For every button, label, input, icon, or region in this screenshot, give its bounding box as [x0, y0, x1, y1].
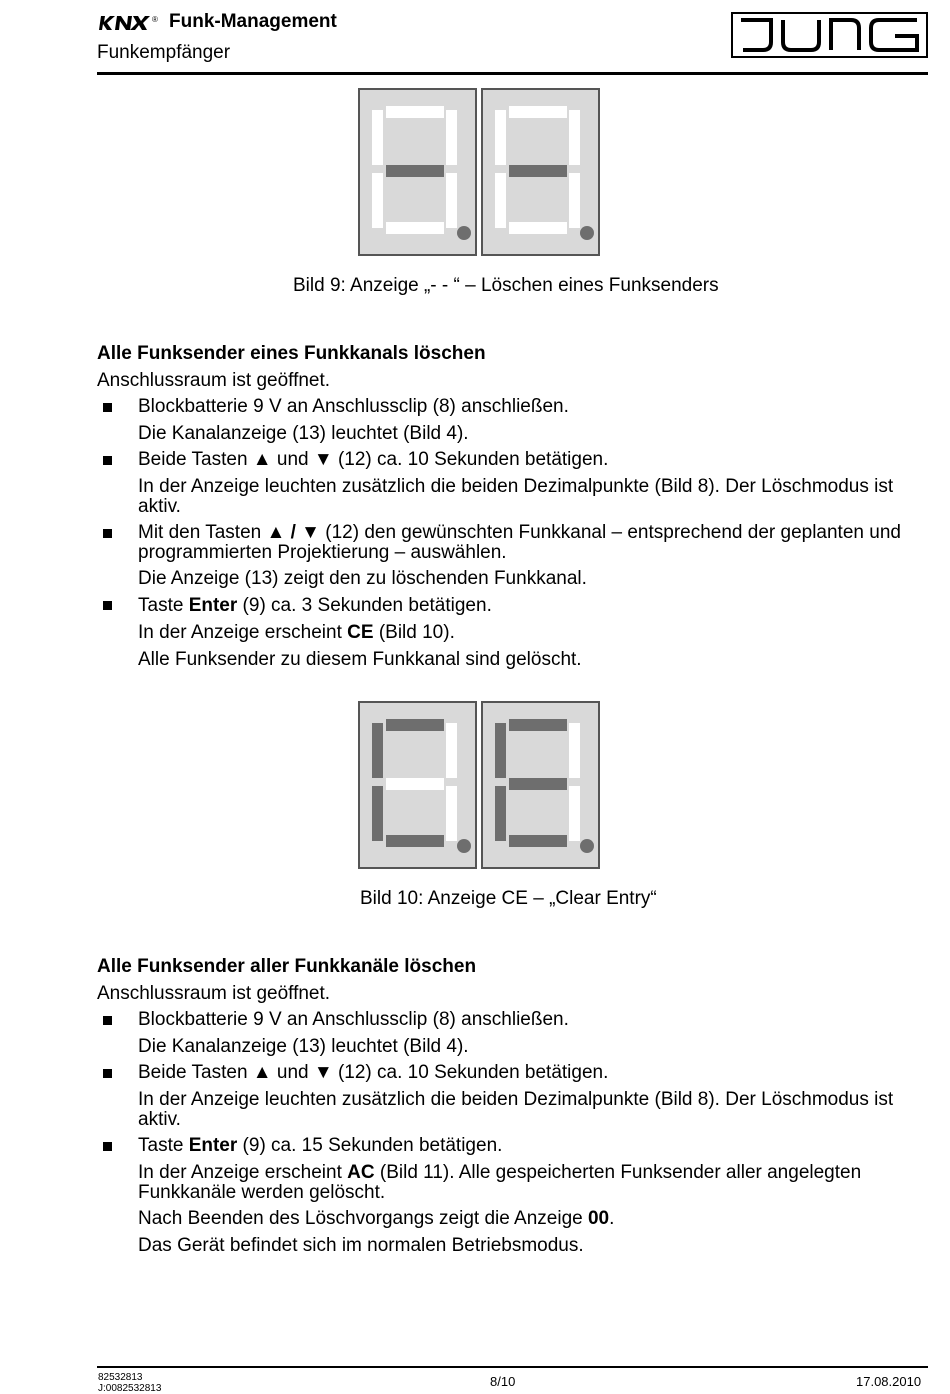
square-bullet-icon: [103, 529, 112, 538]
triangle-up-icon: ▲: [252, 449, 272, 470]
s2-bullet-1-line-2: Die Kanalanzeige (13) leuchtet (Bild 4).: [138, 1036, 469, 1057]
s2-bullet-2-line-2: In der Anzeige leuchten zusätzlich die beiden Dezimalpunkte (Bild 8). Der Löschmodus ist: [138, 1089, 894, 1110]
triangle-up-icon: ▲: [266, 522, 286, 543]
footer-page-number: 8/10: [490, 1374, 516, 1389]
triangle-down-icon: ▼: [313, 449, 333, 470]
s2-bullet-3-line-4: Nach Beenden des Löschvorgangs zeigt die Anzeige 00.: [138, 1208, 615, 1229]
section-2-intro: Anschlussraum ist geöffnet.: [97, 983, 331, 1004]
triangle-down-icon: ▼: [313, 1062, 333, 1083]
header-rule: [97, 72, 928, 75]
digit-1-c: [359, 702, 476, 868]
footer-rule: [97, 1366, 928, 1368]
s2-bullet-3-line-1: Taste Enter (9) ca. 15 Sekunden betätigen.: [138, 1135, 503, 1156]
s2-bullet-3-line-5: Das Gerät befindet sich im normalen Betriebsmodus.: [138, 1235, 584, 1256]
s1-bullet-2-line-2: In der Anzeige leuchten zusätzlich die beiden Dezimalpunkte (Bild 8). Der Löschmodus ist: [138, 476, 894, 497]
figure-10-caption: Bild 10: Anzeige CE – „Clear Entry“: [360, 888, 657, 909]
s1-bullet-3-line-2: programmierten Projektierung – auswählen.: [138, 542, 507, 563]
s2-bullet-2-line-3: aktiv.: [138, 1109, 181, 1130]
digit-1-dash: [359, 89, 476, 255]
s1-bullet-4-line-2: In der Anzeige erscheint CE (Bild 10).: [138, 622, 455, 643]
triangle-down-icon: ▼: [301, 522, 320, 543]
svg-text:®: ®: [152, 15, 158, 24]
s2-bullet-2-line-1: Beide Tasten ▲ und ▼ (12) ca. 10 Sekunden betätigen.: [138, 1062, 609, 1083]
footer-document-number: J:0082532813: [98, 1383, 162, 1394]
square-bullet-icon: [103, 456, 112, 465]
s1-bullet-4-line-1: Taste Enter (9) ca. 3 Sekunden betätigen.: [138, 595, 492, 616]
figure-9-caption: Bild 9: Anzeige „- - “ – Löschen eines Funksenders: [293, 275, 719, 296]
s1-bullet-2-line-3: aktiv.: [138, 496, 181, 517]
s2-bullet-1-line-1: Blockbatterie 9 V an Anschlussclip (8) anschließen.: [138, 1009, 569, 1030]
section-1-intro: Anschlussraum ist geöffnet.: [97, 370, 331, 391]
square-bullet-icon: [103, 1069, 112, 1078]
square-bullet-icon: [103, 1142, 112, 1151]
section-1-heading: Alle Funksender eines Funkkanals löschen: [97, 343, 486, 364]
display-figure-10: [358, 701, 600, 874]
display-figure-9: [358, 88, 600, 261]
square-bullet-icon: [103, 403, 112, 412]
square-bullet-icon: [103, 601, 112, 610]
s1-bullet-3-line-3: Die Anzeige (13) zeigt den zu löschenden Funkkanal.: [138, 568, 587, 589]
digit-2-e: [482, 702, 599, 868]
section-2-heading: Alle Funksender aller Funkkanäle löschen: [97, 956, 477, 977]
footer-article-number: 82532813: [98, 1372, 143, 1383]
document-subtitle: Funkempfänger: [97, 42, 231, 63]
triangle-up-icon: ▲: [252, 1062, 272, 1083]
s1-bullet-2-line-1: Beide Tasten ▲ und ▼ (12) ca. 10 Sekunden betätigen.: [138, 449, 609, 470]
s2-bullet-3-line-2: In der Anzeige erscheint AC (Bild 11). Alle gespeicherten Funksender aller angelegten: [138, 1162, 862, 1183]
s1-bullet-3-line-1: Mit den Tasten ▲ / ▼ (12) den gewünschten Funkkanal – entsprechend der geplanten und: [138, 522, 901, 543]
digit-2-dash: [482, 89, 599, 255]
s1-bullet-1-line-1: Blockbatterie 9 V an Anschlussclip (8) anschließen.: [138, 396, 569, 417]
s1-bullet-4-line-3: Alle Funksender zu diesem Funkkanal sind gelöscht.: [138, 649, 582, 670]
document-title: Funk-Management: [169, 11, 337, 32]
knx-logo: [97, 10, 161, 41]
s1-bullet-1-line-2: Die Kanalanzeige (13) leuchtet (Bild 4).: [138, 423, 469, 444]
footer-date: 17.08.2010: [856, 1374, 922, 1389]
s2-bullet-3-line-3: Funkkanäle werden gelöscht.: [138, 1182, 386, 1203]
square-bullet-icon: [103, 1016, 112, 1025]
jung-logo: [731, 12, 928, 63]
